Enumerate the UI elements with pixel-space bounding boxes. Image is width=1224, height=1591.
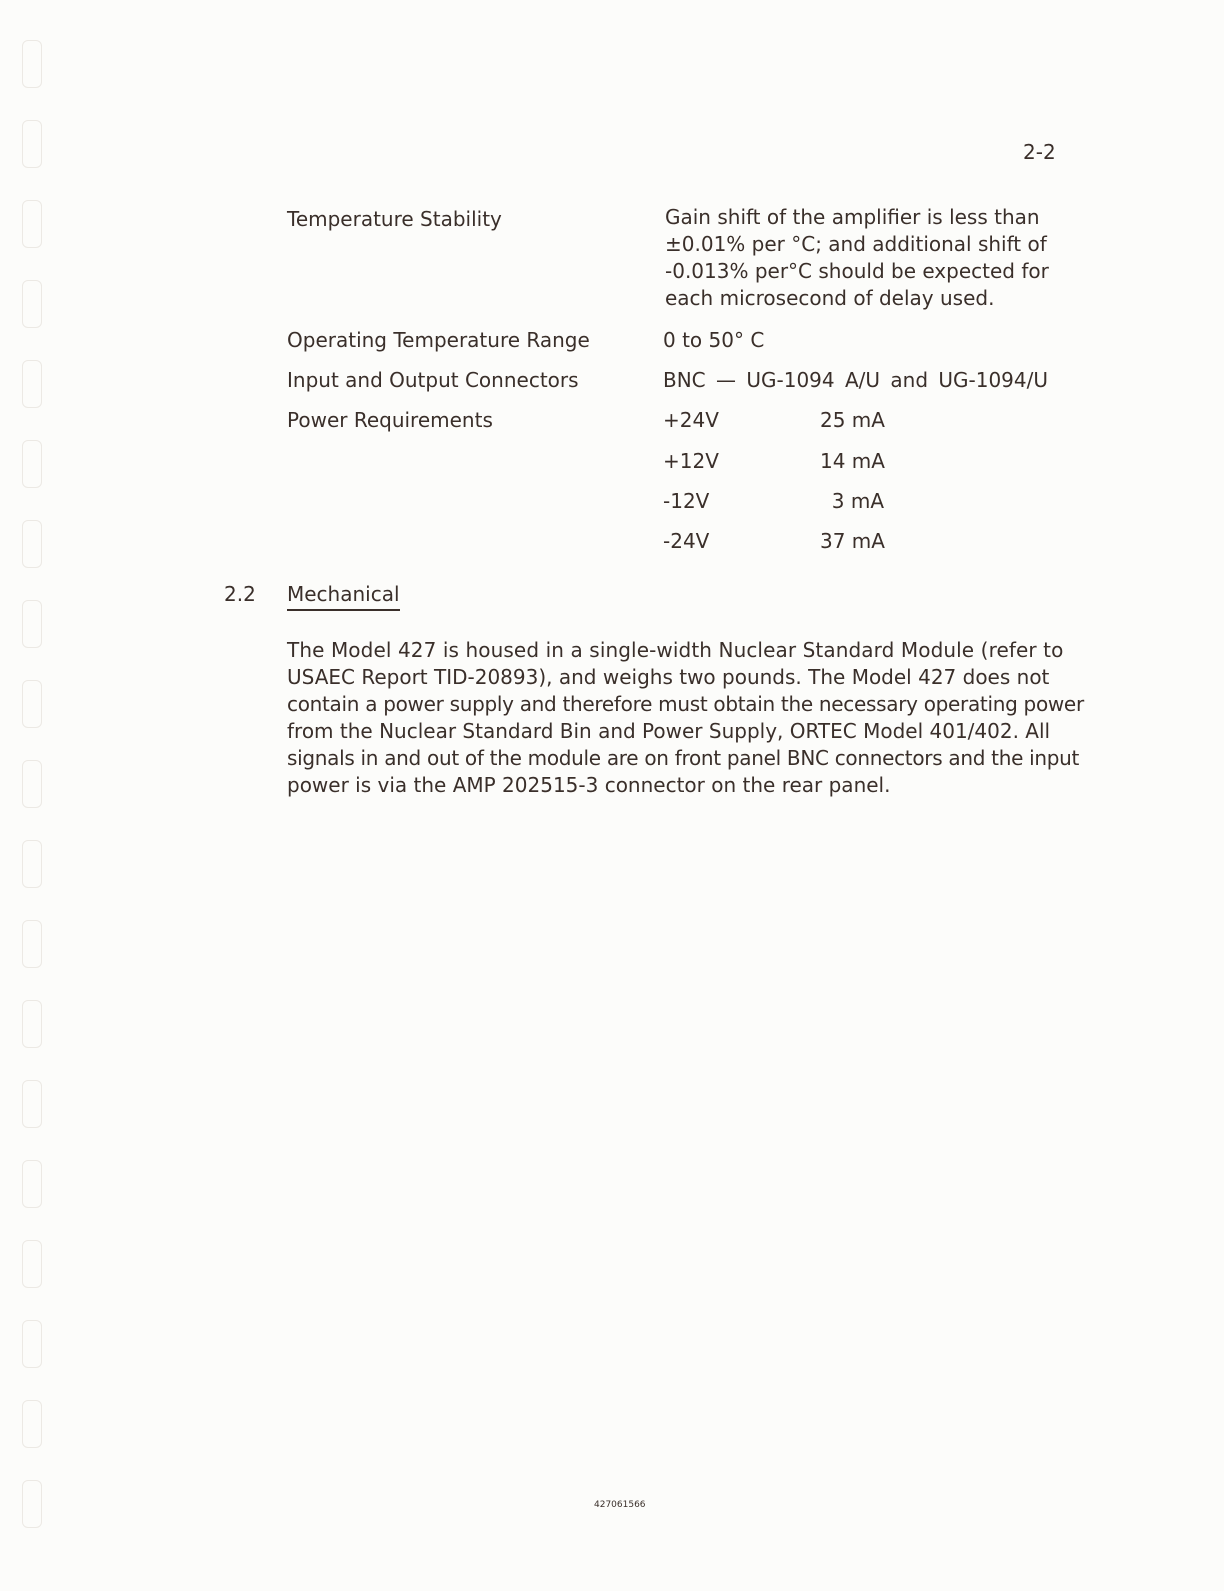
punch-hole xyxy=(22,200,42,248)
power-current: 25 mA xyxy=(820,408,885,432)
spec-value-line: ±0.01% per °C; and additional shift of xyxy=(665,232,1047,256)
power-current: 3 mA xyxy=(831,489,884,513)
spec-value-connectors: BNC — UG-1094 A/U and UG-1094/U xyxy=(663,368,1048,392)
spec-value-operating-temperature: 0 to 50° C xyxy=(663,328,765,352)
punch-hole xyxy=(22,280,42,328)
paragraph-line: contain a power supply and therefore must obtain the necessary operating power xyxy=(287,692,1084,716)
spec-label-temperature-stability: Temperature Stability xyxy=(287,207,502,231)
punch-hole xyxy=(22,1320,42,1368)
punch-hole xyxy=(22,440,42,488)
punch-hole xyxy=(22,920,42,968)
punch-hole xyxy=(22,40,42,88)
punch-hole xyxy=(22,840,42,888)
footer-code: 427061566 xyxy=(594,1500,646,1510)
punch-hole xyxy=(22,600,42,648)
section-title: Mechanical xyxy=(287,582,400,611)
spec-value-line: Gain shift of the amplifier is less than xyxy=(665,205,1040,229)
spec-label-connectors: Input and Output Connectors xyxy=(287,368,579,392)
paragraph-line: power is via the AMP 202515-3 connector on the rear panel. xyxy=(287,773,891,797)
spec-label-power: Power Requirements xyxy=(287,408,493,432)
punch-hole xyxy=(22,120,42,168)
spec-value-line: each microsecond of delay used. xyxy=(665,286,995,310)
punch-hole xyxy=(22,1480,42,1528)
spec-value-line: -0.013% per°C should be expected for xyxy=(665,259,1049,283)
punch-hole xyxy=(22,760,42,808)
page-number: 2-2 xyxy=(1023,140,1056,164)
spec-label-operating-temperature: Operating Temperature Range xyxy=(287,328,590,352)
power-voltage: -12V xyxy=(663,489,710,513)
punch-hole xyxy=(22,1240,42,1288)
power-voltage: -24V xyxy=(663,529,710,553)
paragraph-line: USAEC Report TID-20893), and weighs two pounds. The Model 427 does not xyxy=(287,665,1050,689)
section-number: 2.2 xyxy=(224,582,256,606)
paragraph-line: The Model 427 is housed in a single-width Nuclear Standard Module (refer to xyxy=(287,638,1064,662)
punch-hole xyxy=(22,1000,42,1048)
punch-hole xyxy=(22,1400,42,1448)
punch-hole xyxy=(22,680,42,728)
punch-hole xyxy=(22,520,42,568)
paragraph-line: signals in and out of the module are on front panel BNC connectors and the input xyxy=(287,746,1080,770)
punch-hole xyxy=(22,360,42,408)
punch-hole xyxy=(22,1080,42,1128)
power-voltage: +24V xyxy=(663,408,719,432)
power-current: 37 mA xyxy=(820,529,885,553)
punch-hole xyxy=(22,1160,42,1208)
paragraph-line: from the Nuclear Standard Bin and Power Supply, ORTEC Model 401/402. All xyxy=(287,719,1051,743)
power-current: 14 mA xyxy=(820,449,885,473)
power-voltage: +12V xyxy=(663,449,719,473)
